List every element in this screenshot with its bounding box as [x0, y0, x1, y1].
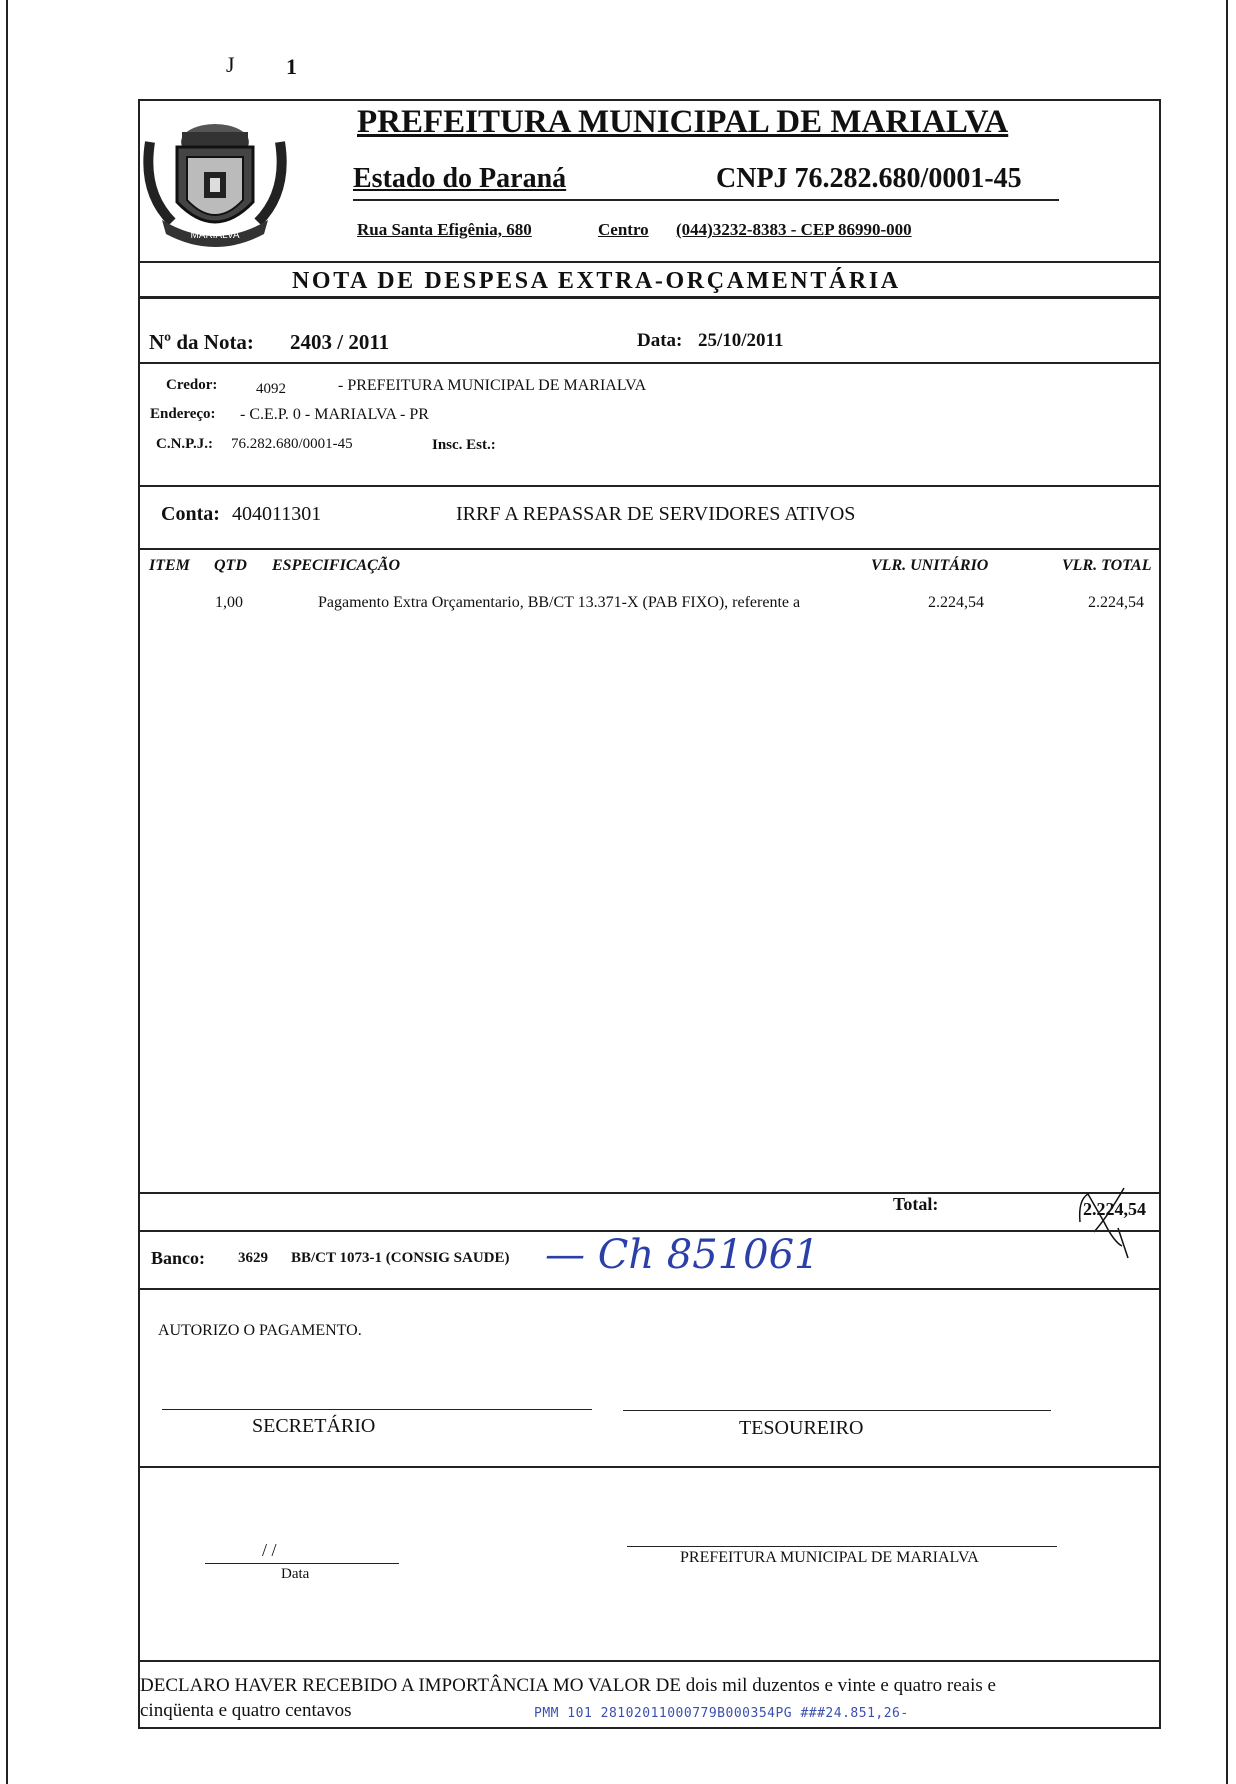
credor-code: 4092 — [256, 381, 286, 397]
col-header-item: ITEM — [149, 557, 190, 574]
seal-text: MARIALVA — [190, 230, 240, 241]
bank-stamp: PMM 101 28102011000779B000354PG ###24.851,26- — [534, 1706, 909, 1721]
conta-number: 404011301 — [232, 503, 322, 525]
row-total: 2.224,54 — [1088, 594, 1144, 611]
divider — [138, 1192, 1161, 1194]
divider — [138, 1466, 1161, 1468]
tesoureiro-label: TESOUREIRO — [739, 1417, 864, 1439]
row-spec: Pagamento Extra Orçamentario, BB/CT 13.371-X (PAB FIXO), referente a — [318, 594, 801, 611]
header-phone-cep: (044)3232-8383 - CEP 86990-000 — [676, 220, 912, 239]
banco-account: BB/CT 1073-1 (CONSIG SAUDE) — [291, 1250, 510, 1266]
col-header-unit: VLR. UNITÁRIO — [871, 557, 989, 574]
scan-mark: 1 — [286, 54, 297, 79]
nota-date: 25/10/2011 — [698, 330, 784, 351]
signature-line-tesoureiro — [623, 1410, 1051, 1411]
state-name: Estado do Paraná — [353, 163, 567, 194]
insc-est-label: Insc. Est.: — [432, 437, 496, 453]
divider — [138, 1288, 1161, 1290]
date-line — [205, 1563, 399, 1564]
col-header-spec: ESPECIFICAÇÃO — [272, 557, 401, 574]
conta-label: Conta: — [161, 503, 220, 525]
org-name: PREFEITURA MUNICIPAL DE MARIALVA — [357, 104, 1009, 140]
header-district: Centro — [598, 220, 649, 239]
receipt-entity: PREFEITURA MUNICIPAL DE MARIALVA — [680, 1549, 979, 1566]
divider — [138, 261, 1161, 263]
divider — [138, 296, 1161, 299]
header-underline — [353, 199, 1059, 201]
col-header-qtd: QTD — [214, 557, 247, 574]
conta-description: IRRF A REPASSAR DE SERVIDORES ATIVOS — [456, 503, 856, 525]
declaration-line-1: DECLARO HAVER RECEBIDO A IMPORTÂNCIA MO VALOR DE dois mil duzentos e vinte e quatro reais e — [140, 1675, 996, 1696]
credor-label: Credor: — [166, 377, 218, 393]
col-header-total: VLR. TOTAL — [1062, 557, 1152, 574]
total-value: 2.224,54 — [1083, 1199, 1146, 1219]
divider — [138, 362, 1161, 364]
divider — [138, 485, 1161, 487]
banco-code: 3629 — [238, 1250, 268, 1266]
header-address: Rua Santa Efigênia, 680 — [357, 220, 532, 239]
nota-number: 2403 / 2011 — [290, 330, 390, 354]
scan-mark: J — [226, 52, 235, 77]
signature-line-receiver — [627, 1546, 1057, 1547]
declaration-line-2: cinqüenta e quatro centavos — [140, 1700, 352, 1721]
receipt-date-slashes: / / — [262, 1540, 277, 1560]
handwritten-annotation: — Ch 851061 — [545, 1232, 820, 1278]
nota-label: Nº da Nota: — [149, 330, 254, 354]
row-qtd: 1,00 — [215, 594, 243, 611]
municipal-seal-icon — [142, 102, 288, 252]
row-unit: 2.224,54 — [928, 594, 984, 611]
credor-name: - PREFEITURA MUNICIPAL DE MARIALVA — [338, 377, 647, 394]
check-mark-icon — [1074, 1180, 1164, 1260]
total-label: Total: — [893, 1194, 939, 1214]
divider — [138, 548, 1161, 550]
receipt-date-label: Data — [281, 1566, 310, 1582]
authorization-text: AUTORIZO O PAGAMENTO. — [158, 1322, 362, 1339]
secretario-label: SECRETÁRIO — [252, 1415, 376, 1437]
cnpj-label: C.N.P.J.: — [156, 436, 213, 452]
document-title: NOTA DE DESPESA EXTRA-ORÇAMENTÁRIA — [292, 268, 901, 294]
divider — [138, 1660, 1161, 1662]
banco-label: Banco: — [151, 1248, 205, 1268]
signature-line-secretario — [162, 1409, 592, 1410]
credor-cnpj: 76.282.680/0001-45 — [231, 436, 353, 452]
endereco-label: Endereço: — [150, 406, 216, 422]
header-cnpj: CNPJ 76.282.680/0001-45 — [716, 163, 1022, 194]
date-label: Data: — [637, 330, 683, 351]
credor-address: - C.E.P. 0 - MARIALVA - PR — [240, 406, 429, 423]
